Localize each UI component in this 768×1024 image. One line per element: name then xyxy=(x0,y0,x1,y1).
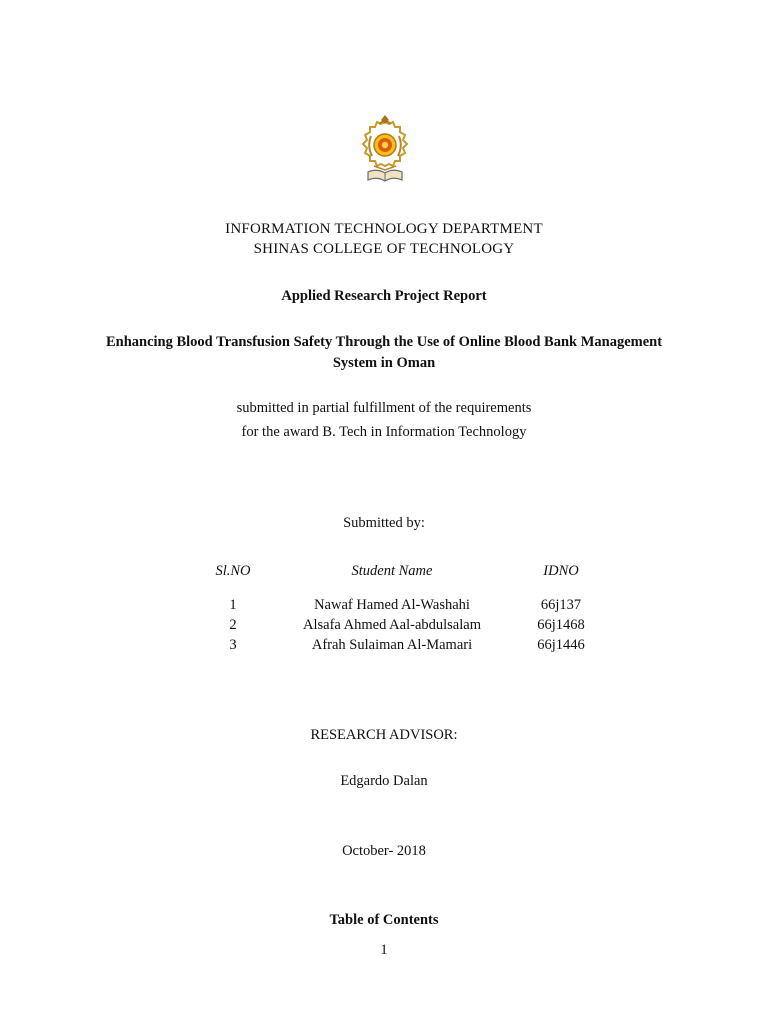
college-crest-icon xyxy=(359,114,411,194)
report-title-line-2: System in Oman xyxy=(332,355,436,371)
report-title-line-1: Enhancing Blood Transfusion Safety Through the Use of Online Blood Bank Management xyxy=(105,334,663,350)
row-student-name: Nawaf Hamed Al-Washahi xyxy=(314,597,470,613)
row-slno: 2 xyxy=(229,617,237,633)
row-slno: 1 xyxy=(229,597,237,613)
page-number: 1 xyxy=(380,942,388,958)
row-student-name: Alsafa Ahmed Aal-abdulsalam xyxy=(303,617,481,633)
college-name: SHINAS COLLEGE OF TECHNOLOGY xyxy=(253,241,515,257)
advisor-heading: RESEARCH ADVISOR: xyxy=(310,727,458,743)
column-header-idno: IDNO xyxy=(543,563,579,579)
submission-line-1: submitted in partial fulfillment of the requirements xyxy=(236,400,532,416)
submission-line-2: for the award B. Tech in Information Technology xyxy=(241,424,527,440)
column-header-slno: Sl.NO xyxy=(215,563,251,579)
row-idno: 66j1468 xyxy=(537,617,585,633)
row-idno: 66j1446 xyxy=(537,637,585,653)
row-slno: 3 xyxy=(229,637,237,653)
department-name: INFORMATION TECHNOLOGY DEPARTMENT xyxy=(225,221,543,237)
row-idno: 66j137 xyxy=(540,597,582,613)
toc-heading: Table of Contents xyxy=(329,912,439,928)
column-header-student-name: Student Name xyxy=(351,563,433,579)
row-student-name: Afrah Sulaiman Al-Mamari xyxy=(311,637,473,653)
report-date: October- 2018 xyxy=(342,843,426,859)
report-type: Applied Research Project Report xyxy=(281,288,487,304)
advisor-name: Edgardo Dalan xyxy=(340,773,428,789)
submitted-by-heading: Submitted by: xyxy=(343,515,425,531)
